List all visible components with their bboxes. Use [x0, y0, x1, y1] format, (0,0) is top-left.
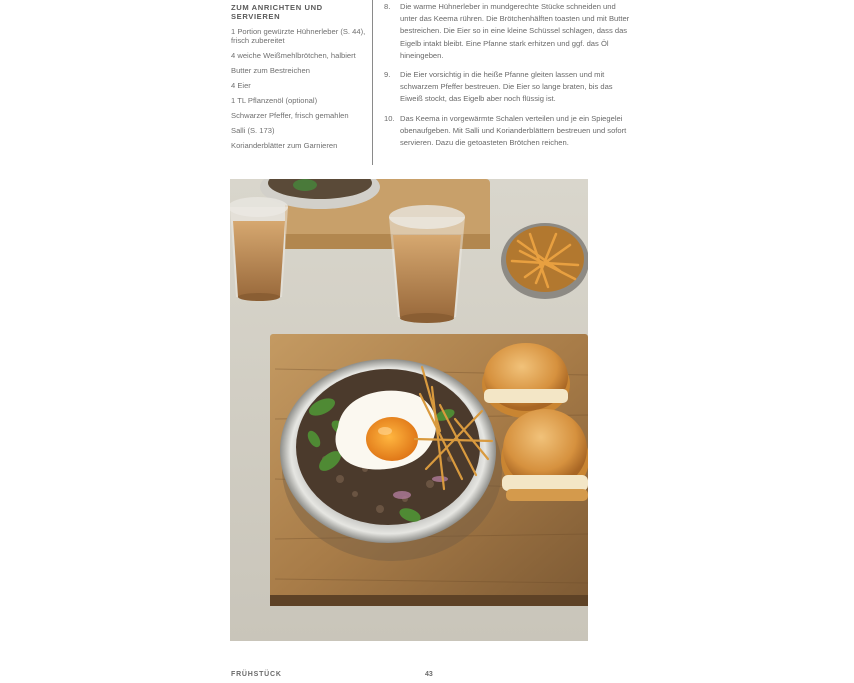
step-10 — [384, 113, 632, 150]
ingredient-item: Korianderblätter zum Garnieren — [231, 141, 338, 150]
step-number: 9. — [384, 70, 391, 80]
ingredient-item: 4 Eier — [231, 81, 251, 90]
page-number: 43 — [425, 671, 433, 678]
ingredients-column — [231, 3, 366, 156]
step-text: Die warme Hühnerleber in mundgerechte Stücke schneiden und unter das Keema rühren. Die Brötchenhälften toasten und mit Butter bestreichen. Die Eier so in eine kleine Schüssel schlagen, dass das Eigelb intakt bleibt. Eine Pfanne stark erhitzen und ggf. das Öl hineingeben. — [400, 2, 630, 60]
step-number: 10. — [384, 113, 395, 123]
ingredient-item: 1 Portion gewürzte Hühnerleber (S. 44), frisch zubereitet — [231, 27, 366, 45]
step-9 — [384, 69, 632, 106]
method-steps — [384, 1, 632, 156]
ingredient-item: Salli (S. 173) — [231, 126, 275, 135]
step-text: Die Eier vorsichtig in die heiße Pfanne gleiten lassen und mit schwarzem Pfeffer bestreuen. Die Eier so lange braten, bis das Eiweiß stockt, das Eigelb aber noch flüssig ist. — [400, 70, 613, 104]
ingredient-item: Butter zum Bestreichen — [231, 66, 310, 75]
footer-section-label: FRÜHSTÜCK — [231, 671, 282, 678]
food-photo — [230, 179, 588, 641]
ingredient-item: 4 weiche Weißmehlbrötchen, halbiert — [231, 51, 356, 60]
column-divider — [372, 0, 373, 165]
ingredient-item: Schwarzer Pfeffer, frisch gemahlen — [231, 111, 349, 120]
ingredient-item: 1 TL Pflanzenöl (optional) — [231, 96, 318, 105]
ingredients-heading: ZUM ANRICHTEN UND SERVIEREN — [231, 3, 323, 21]
step-8 — [384, 1, 632, 62]
step-number: 8. — [384, 2, 391, 11]
step-text: Das Keema in vorgewärmte Schalen verteilen und je ein Spiegelei obenaufgeben. Mit Salli und Korianderblättern bestreuen und sofort servieren. Dazu die getoasteten Brötchen reichen. — [400, 113, 627, 148]
